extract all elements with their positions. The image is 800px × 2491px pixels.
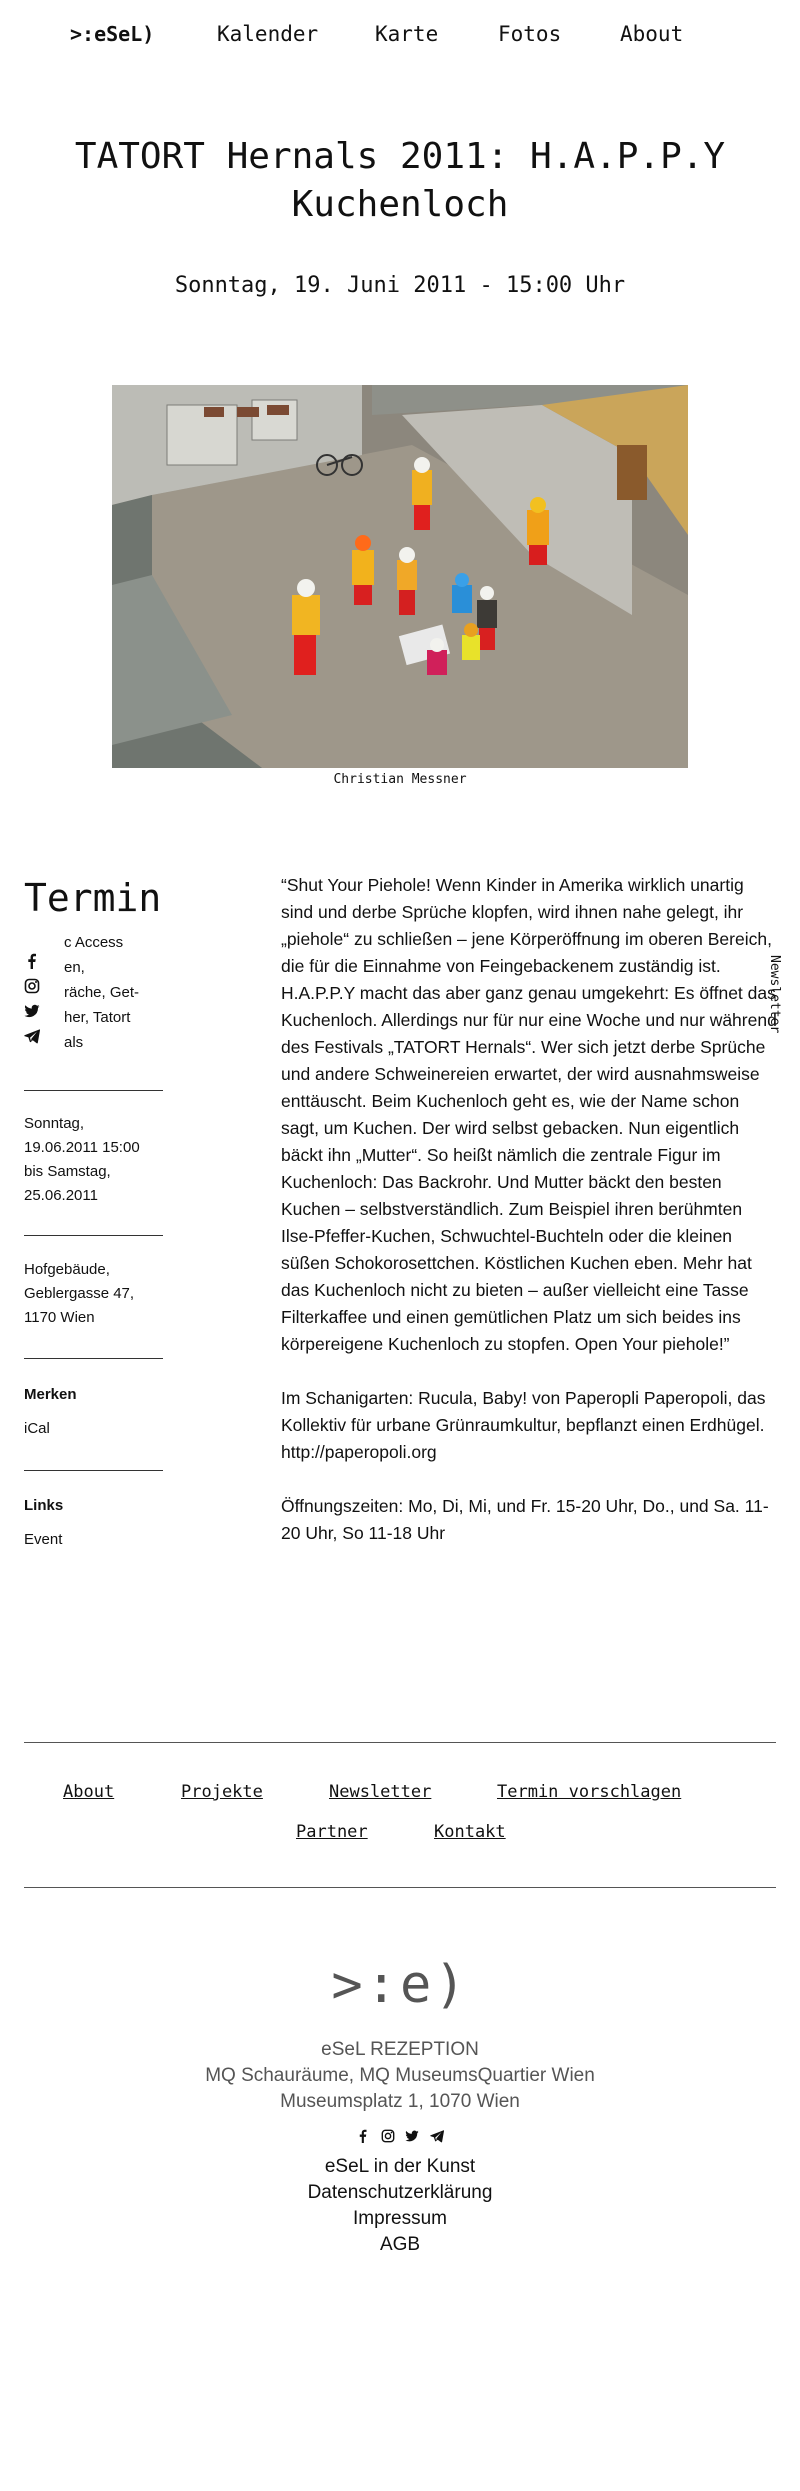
photo-credit: Christian Messner bbox=[333, 772, 467, 787]
telegram-icon[interactable] bbox=[24, 1028, 40, 1044]
footer-link-newsletter[interactable]: Newsletter bbox=[329, 1782, 432, 1802]
footer-links bbox=[0, 2154, 800, 2258]
divider bbox=[24, 1235, 163, 1236]
telegram-icon[interactable] bbox=[430, 2129, 444, 2143]
nav-karte[interactable]: Karte bbox=[375, 22, 439, 46]
when-line: Sonntag, bbox=[24, 1115, 85, 1132]
page-title: TATORT Hernals 2011: H.A.P.P.Y Kuchenloch bbox=[74, 136, 726, 225]
tag-item[interactable]: her, Tatort bbox=[64, 1009, 131, 1026]
site-logo[interactable]: >:eSeL) bbox=[70, 22, 155, 46]
nav-about[interactable]: About bbox=[620, 22, 684, 46]
footer-link-esel-in-der-kunst[interactable]: eSeL in der Kunst bbox=[324, 2156, 476, 2177]
divider bbox=[24, 1358, 163, 1359]
footer-logo[interactable]: >:e) bbox=[331, 1955, 469, 2015]
footer-address bbox=[0, 2037, 800, 2115]
event-link[interactable]: Event bbox=[24, 1531, 63, 1548]
facebook-icon[interactable] bbox=[24, 953, 40, 969]
nav-fotos[interactable]: Fotos bbox=[498, 22, 562, 46]
when-line: 25.06.2011 bbox=[24, 1187, 98, 1204]
footer-link-agb[interactable]: AGB bbox=[379, 2234, 421, 2255]
instagram-icon[interactable] bbox=[24, 978, 40, 994]
description-paragraph: Im Schanigarten: Rucula, Baby! von Paperopli Paperopoli, das Kollektiv für urbane Grünraumkultur, bepflanzt einen Erdhügel. http://paperopoli.org bbox=[281, 1388, 766, 1462]
footer-info-line: MQ Schauräume, MQ MuseumsQuartier Wien bbox=[205, 2065, 595, 2086]
when-line: bis Samstag, bbox=[24, 1163, 111, 1180]
merken-section bbox=[24, 1383, 169, 1441]
divider bbox=[24, 1887, 776, 1888]
divider bbox=[24, 1742, 776, 1743]
ical-link[interactable]: iCal bbox=[24, 1420, 50, 1437]
top-nav bbox=[70, 22, 730, 52]
links-section bbox=[24, 1494, 169, 1552]
footer-info-line: Museumsplatz 1, 1070 Wien bbox=[280, 2091, 520, 2112]
event-when bbox=[24, 1112, 169, 1208]
footer-social bbox=[0, 2127, 800, 2145]
location-line: 1170 Wien bbox=[24, 1309, 95, 1326]
newsletter-tab[interactable]: Newsletter bbox=[767, 955, 782, 1034]
opening-hours: Öffnungszeiten: Mo, Di, Mi, und Fr. 15-20 Uhr, Do., und Sa. 11-20 Uhr, So 11-18 Uhr bbox=[281, 1496, 769, 1543]
nav-kalender[interactable]: Kalender bbox=[217, 22, 319, 46]
event-photo[interactable] bbox=[112, 385, 688, 768]
footer-link-partner[interactable]: Partner bbox=[296, 1822, 368, 1842]
footer-link-datenschutz[interactable]: Datenschutzerklärung bbox=[307, 2182, 493, 2203]
footer-link-impressum[interactable]: Impressum bbox=[353, 2208, 447, 2229]
twitter-icon[interactable] bbox=[405, 2129, 419, 2143]
footer-link-kontakt[interactable]: Kontakt bbox=[434, 1822, 506, 1842]
category-tags bbox=[24, 930, 164, 1070]
merken-label: Merken bbox=[24, 1386, 77, 1403]
location-line: Hofgebäude, bbox=[24, 1261, 110, 1278]
location-line: Geblergasse 47, bbox=[24, 1285, 135, 1302]
footer-link-projekte[interactable]: Projekte bbox=[181, 1782, 263, 1802]
sidebar-heading: Termin bbox=[24, 876, 162, 920]
event-date: Sonntag, 19. Juni 2011 - 15:00 Uhr bbox=[174, 273, 626, 298]
footer-link-termin-vorschlagen[interactable]: Termin vorschlagen bbox=[497, 1782, 682, 1802]
when-line: 19.06.2011 15:00 bbox=[24, 1139, 140, 1156]
tag-item[interactable]: als bbox=[64, 1034, 84, 1051]
event-location bbox=[24, 1258, 169, 1330]
links-label: Links bbox=[24, 1497, 64, 1514]
description-paragraph: “Shut Your Piehole! Wenn Kinder in Amerika wirklich unartig sind und derbe Sprüche klopfen, wird ihnen nahe gelegt, ihr „piehole“ zu schließen – jene Körperöffnung im oberen Bereich, die für die Einnahme von Feingebackenem zuständig ist. H.A.P.P.Y macht das aber ganz genau umgekehrt: Es öffnet das Kuchenloch. Allerdings nur für nur eine Woche und nur während des Festivals „TATORT Hernals“. Wer sich jetzt derbe Sprüche und andere Schweinereien erwartet, der wird ausnahmsweise enttäuscht. Beim Kuchenloch geht es, wie der Name schon sagt, um Kuchen. Der wird selbst gebacken. Nun eigentlich bäckt ihn „Mutter“. So heißt nämlich die zentrale Figur im Kuchenloch: Das Backrohr. Und Mutter bäckt den besten Kuchen – selbstverständlich. Zum Beispiel ihren berühmten Ilse-Pfeffer-Kuchen, Schwuchtel-Buchteln oder die kleinen süßen Schokorosettchen. Köstlichen Kuchen eben. Mehr hat das Kuchenloch nicht zu bieten – außer vielleicht eine Tasse Filterkaffee und einen gemütlichen Platz um sich beides ins körpereigene Kuchenloch zu stopfen. Open Your piehole!” bbox=[281, 875, 777, 1354]
footer-info-line: eSeL REZEPTION bbox=[321, 2039, 479, 2060]
divider bbox=[24, 1090, 163, 1091]
divider bbox=[24, 1470, 163, 1471]
facebook-icon[interactable] bbox=[356, 2129, 370, 2143]
tag-item[interactable]: en, bbox=[64, 959, 85, 976]
footer-link-about[interactable]: About bbox=[63, 1782, 115, 1802]
instagram-icon[interactable] bbox=[381, 2129, 395, 2143]
event-description bbox=[281, 872, 778, 1574]
tag-item[interactable]: räche, Get- bbox=[64, 984, 140, 1001]
tag-item[interactable]: c Access bbox=[64, 934, 124, 951]
share-icons bbox=[24, 953, 42, 1053]
twitter-icon[interactable] bbox=[24, 1003, 40, 1019]
